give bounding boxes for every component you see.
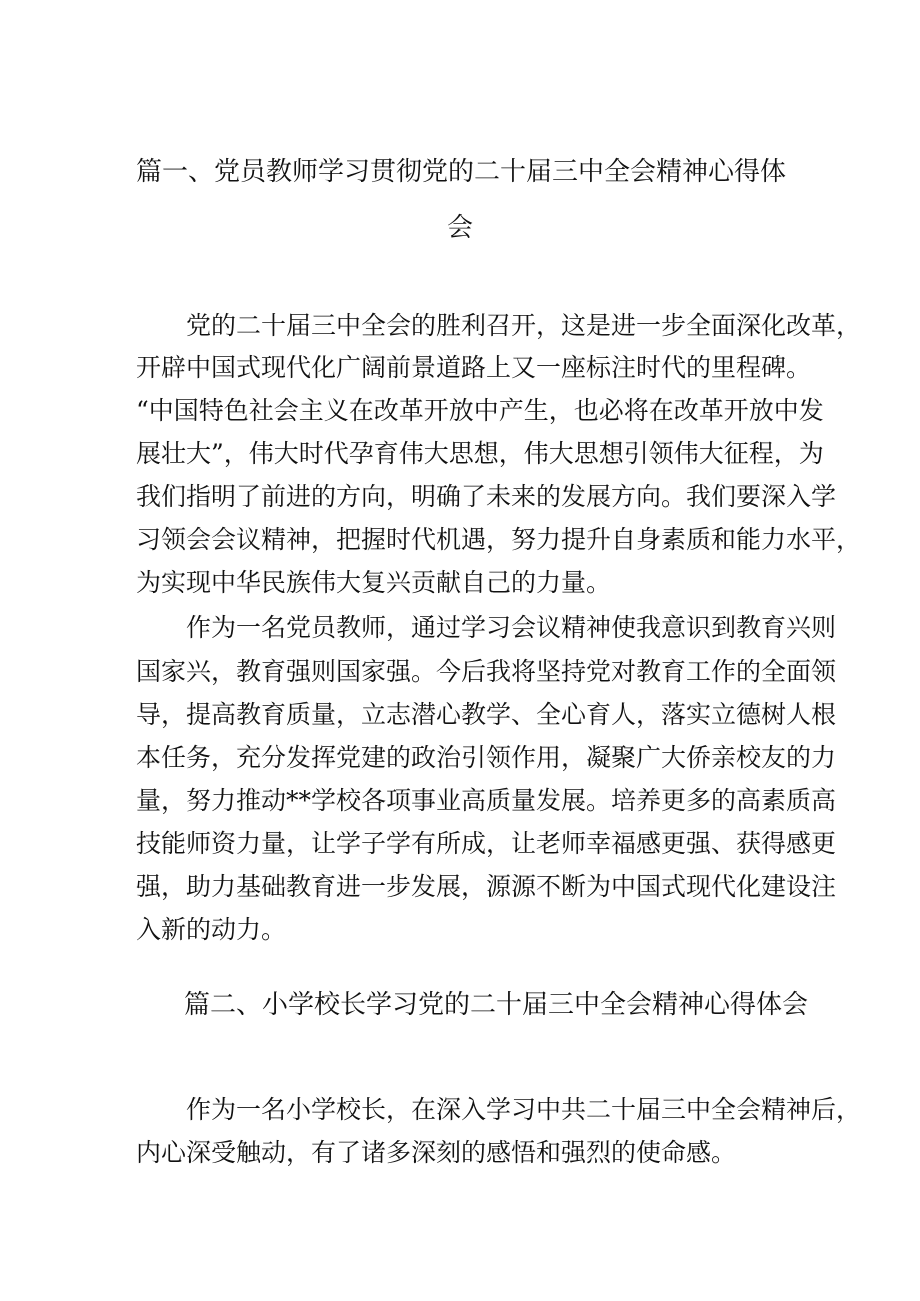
section1-p1-line7: 为实现中华民族伟大复兴贡献自己的力量。	[136, 568, 612, 597]
section2-p1-line1: 作为一名小学校长，在深入学习中共二十届三中全会精神后，	[186, 1095, 862, 1124]
section1-p2-line8: 入新的动力。	[136, 915, 287, 944]
section1-p1-line6: 习领会会议精神，把握时代机遇，努力提升自身素质和能力水平，	[136, 525, 862, 554]
section1-p2-line5: 量，努力推动**学校各项事业高质量发展。培养更多的高素质高	[136, 786, 837, 815]
section1-p2-line3: 导，提高教育质量，立志潜心教学、全心育人，落实立德树人根	[136, 700, 837, 729]
section2-p1-line2: 内心深受触动，有了诸多深刻的感悟和强烈的使命感。	[136, 1138, 737, 1167]
section1-p1-line5: 我们指明了前进的方向，明确了未来的发展方向。我们要深入学	[136, 482, 837, 511]
section1-title-line2: 会	[447, 213, 474, 243]
section1-p2-line4: 本任务，充分发挥党建的政治引领作用，凝聚广大侨亲校友的力	[136, 743, 837, 772]
section2-title: 篇二、小学校长学习党的二十届三中全会精神心得体会	[184, 990, 809, 1020]
section1-p1-line1: 党的二十届三中全会的胜利召开，这是进一步全面深化改革，	[186, 311, 862, 340]
section1-p2-line7: 强，助力基础教育进一步发展，源源不断为中国式现代化建设注	[136, 872, 837, 901]
section1-p1-line3: “中国特色社会主义在改革开放中产生，也必将在改革开放中发	[136, 396, 824, 425]
section1-p2-line6: 技能师资力量，让学子学有所成，让老师幸福感更强、获得感更	[136, 829, 837, 858]
section1-title-line1: 篇一、党员教师学习贯彻党的二十届三中全会精神心得体	[136, 157, 787, 187]
section1-p2-line2: 国家兴，教育强则国家强。今后我将坚持党对教育工作的全面领	[136, 657, 837, 686]
section1-p1-line2: 开辟中国式现代化广阔前景道路上又一座标注时代的里程碑。	[136, 353, 812, 382]
section1-p1-line4: 展壮大”，伟大时代孕育伟大思想，伟大思想引领伟大征程，为	[136, 439, 824, 468]
section1-p2-line1: 作为一名党员教师，通过学习会议精神使我意识到教育兴则	[186, 613, 837, 642]
